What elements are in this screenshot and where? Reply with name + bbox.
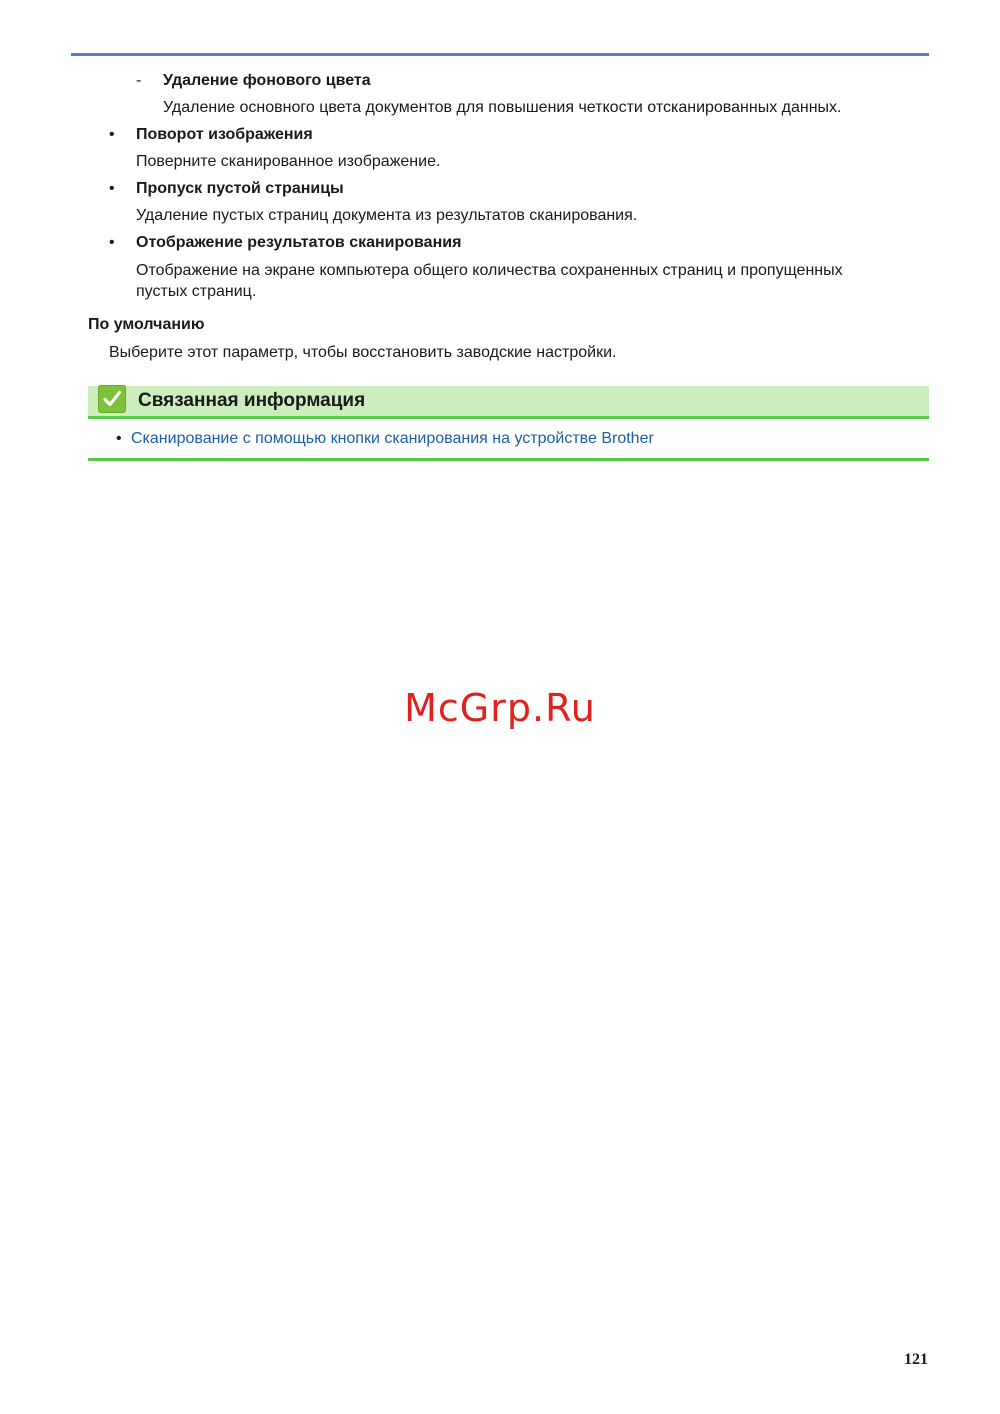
list-item-description: Удаление пустых страниц документа из результатов сканирования. bbox=[136, 207, 638, 224]
sub-item-description: Удаление основного цвета документов для повышения четкости отсканированных данных. bbox=[163, 99, 842, 116]
list-item-title: Поворот изображения bbox=[136, 126, 313, 143]
list-item-title: Пропуск пустой страницы bbox=[136, 180, 344, 197]
checkmark-icon bbox=[98, 385, 126, 413]
sub-item-marker: - bbox=[136, 72, 142, 89]
list-item-title: Отображение результатов сканирования bbox=[136, 234, 462, 251]
related-info-title: Связанная информация bbox=[138, 390, 366, 411]
defaults-description: Выберите этот параметр, чтобы восстановить заводские настройки. bbox=[109, 344, 617, 361]
related-link-bullet: • bbox=[116, 430, 122, 447]
top-rule bbox=[71, 53, 929, 56]
related-info-header bbox=[88, 386, 929, 419]
page-number: 121 bbox=[904, 1351, 928, 1368]
related-info-link[interactable]: Сканирование с помощью кнопки сканирования на устройстве Brother bbox=[131, 430, 654, 447]
list-item-bullet: • bbox=[109, 126, 115, 143]
watermark: McGrp.Ru bbox=[404, 686, 596, 730]
sub-item-title: Удаление фонового цвета bbox=[163, 72, 371, 89]
list-item-bullet: • bbox=[109, 180, 115, 197]
list-item-bullet: • bbox=[109, 234, 115, 251]
related-info-bottom-rule bbox=[88, 458, 929, 461]
list-item-description: Отображение на экране компьютера общего количества сохраненных страниц и пропущенных bbox=[136, 262, 843, 279]
list-item-description-cont: пустых страниц. bbox=[136, 283, 257, 300]
list-item-description: Поверните сканированное изображение. bbox=[136, 153, 441, 170]
defaults-heading: По умолчанию bbox=[88, 316, 205, 333]
